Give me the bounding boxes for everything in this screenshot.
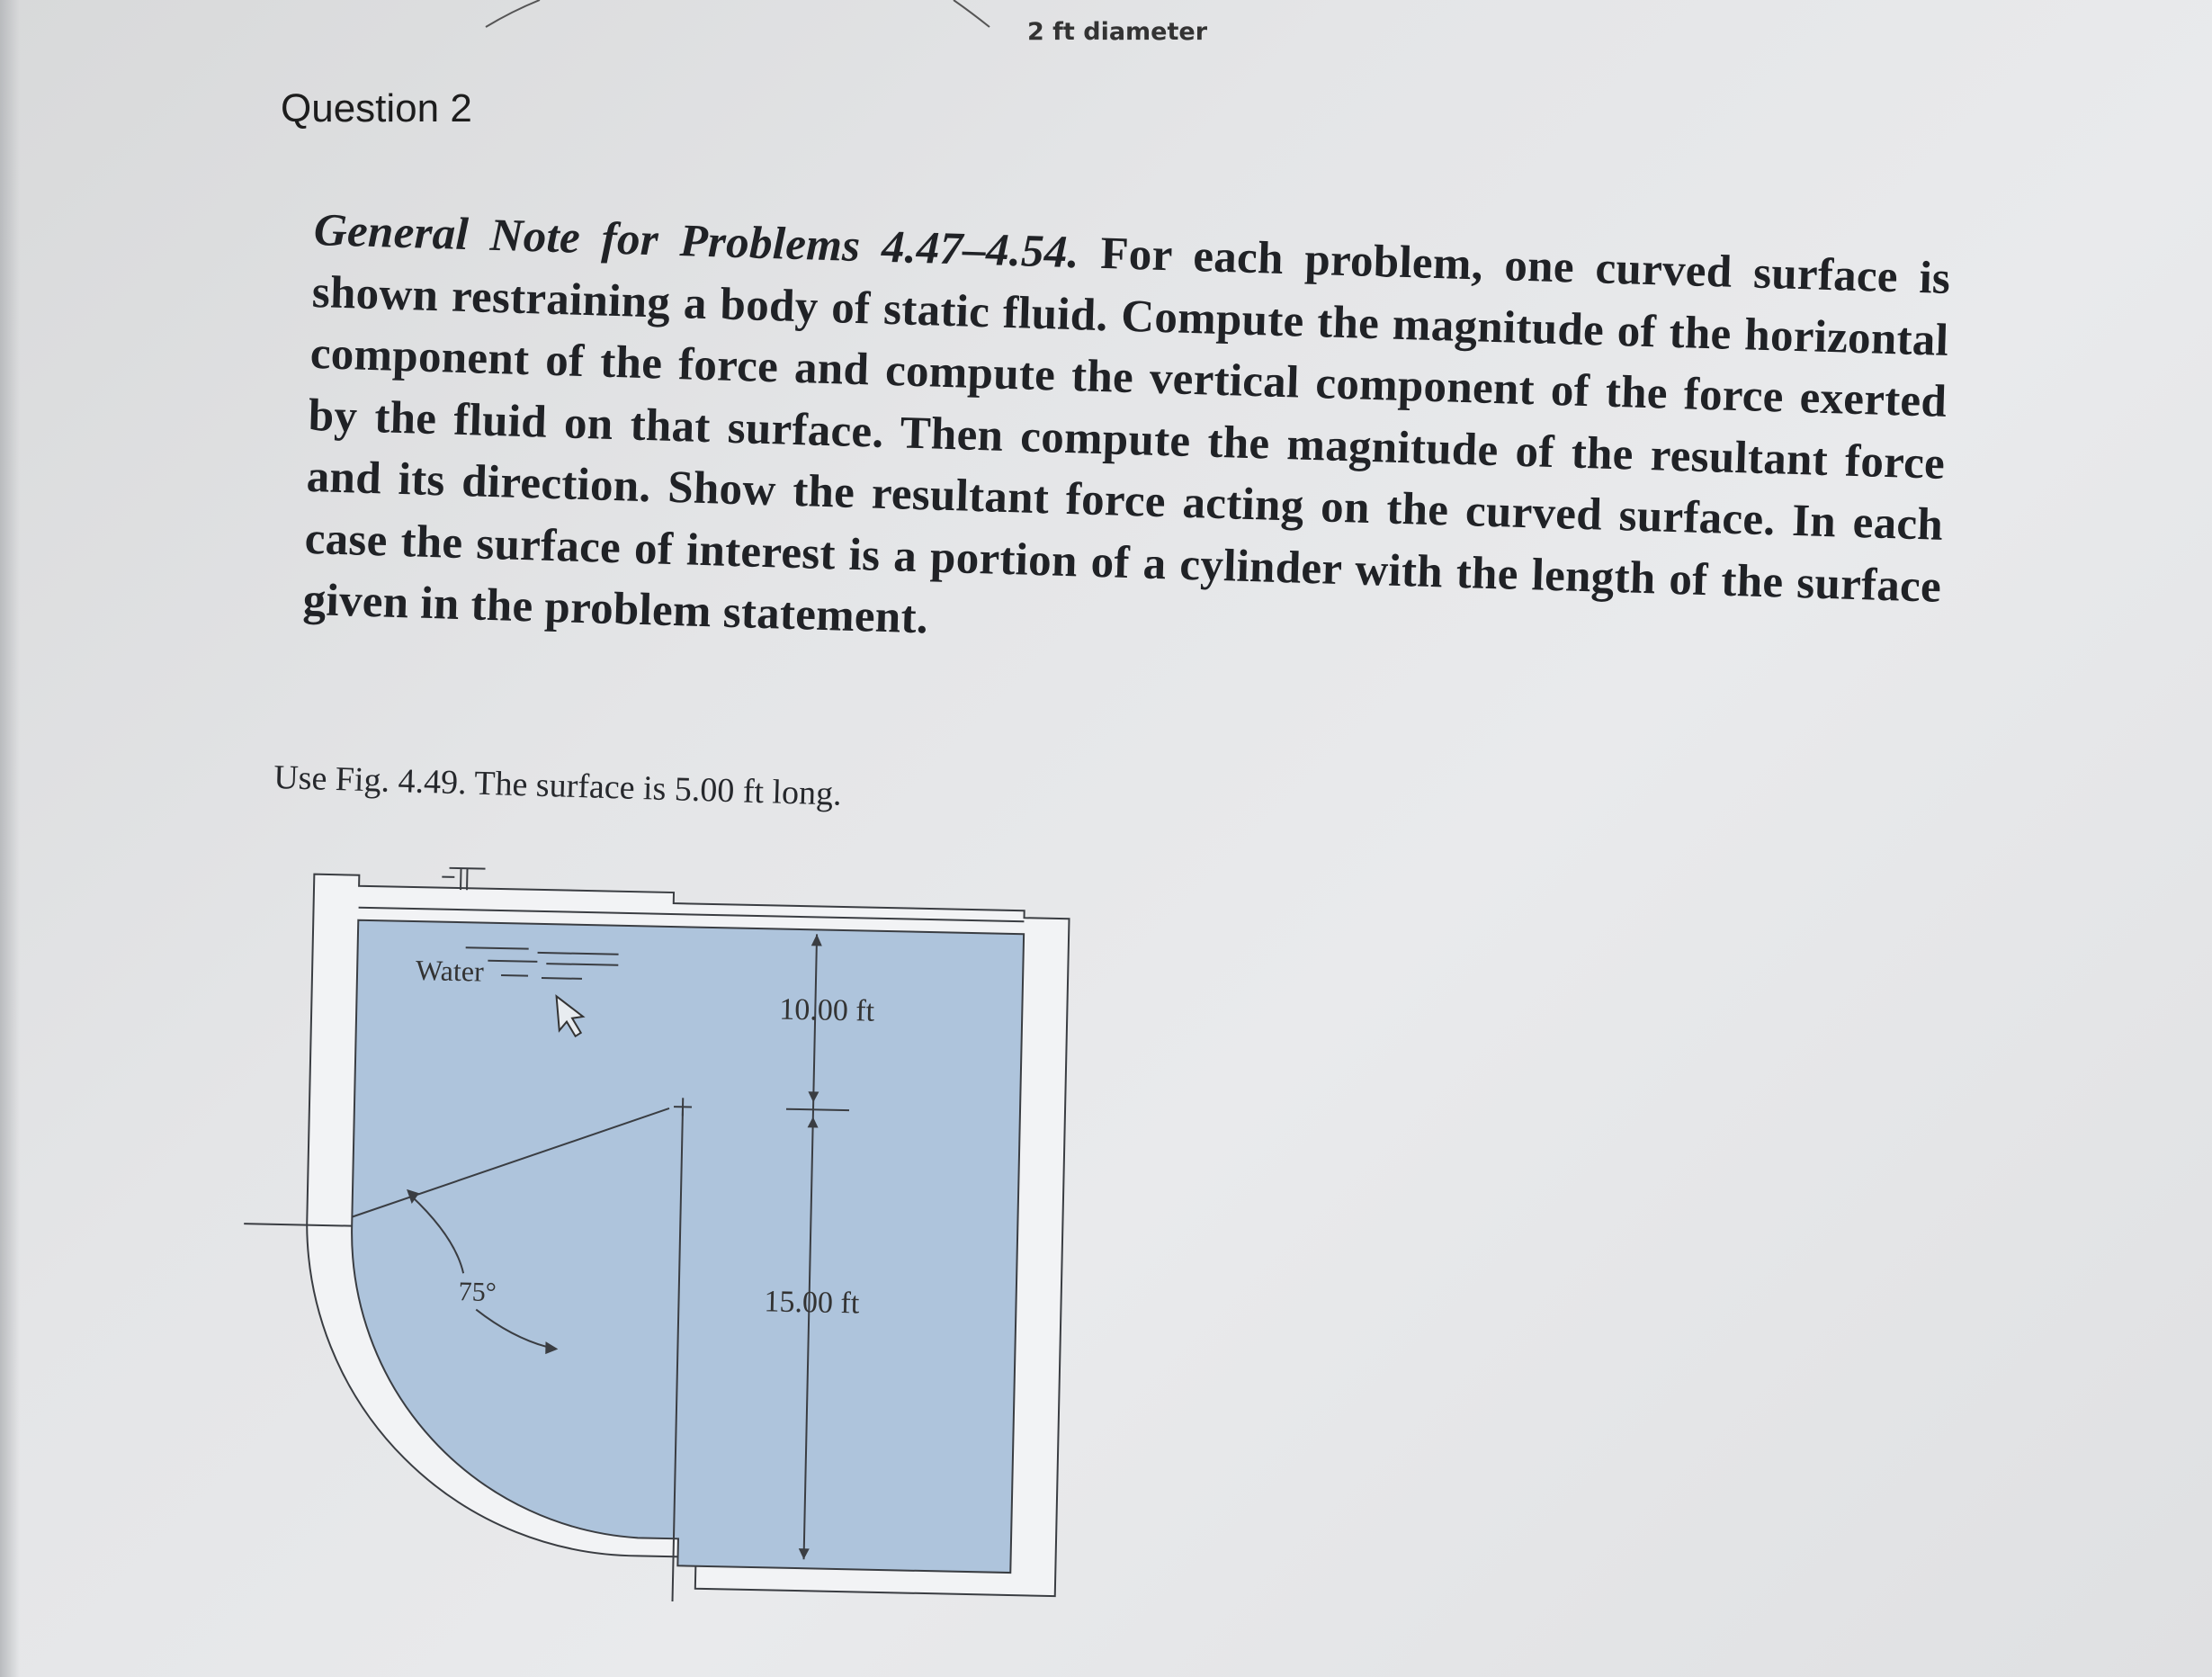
angle-label: 75° [458, 1277, 497, 1308]
general-note-body: For each problem, one curved surface is shown restraining a body of static fluid. Compute the magnitude of the horizontal component of the force and compute the vertical component of the force exerted by the fluid on that surface. Then compute the magnitude of the resultant force and its direction. Show the resultant force acting on the curved surface. In each case the surface of interest is a portion of a cylinder with the length of the surface given in the problem statement. [301, 228, 1952, 644]
depth-upper-label: 10.00 ft [778, 992, 875, 1028]
general-note-lead: General Note for Problems 4.47–4.54. [313, 204, 1102, 279]
question-title: Question 2 [281, 86, 472, 130]
fluid-label: Water [415, 954, 485, 988]
figure-4-49 [243, 846, 1142, 1601]
depth-lower-label: 15.00 ft [764, 1285, 860, 1321]
general-note [302, 200, 1951, 679]
problem-statement: Use Fig. 4.49. The surface is 5.00 ft long. [273, 758, 843, 813]
screen-edge-shadow [0, 0, 20, 1677]
diameter-label: 2 ft diameter [1027, 18, 1208, 46]
